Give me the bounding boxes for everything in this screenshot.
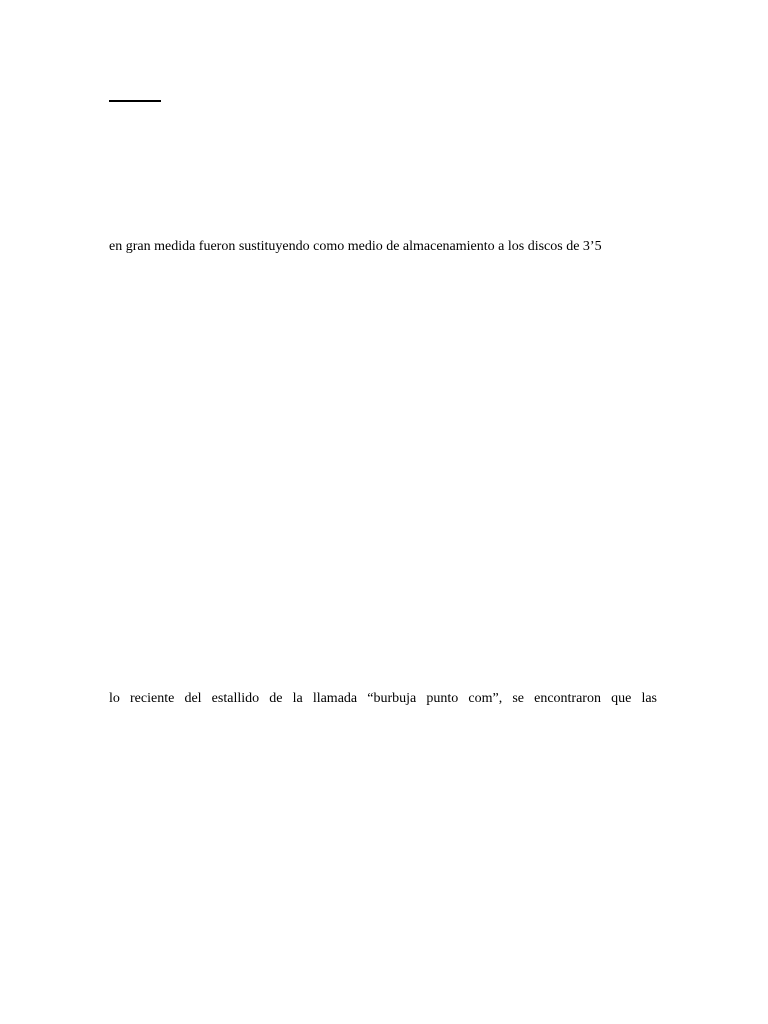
horizontal-rule — [109, 100, 161, 102]
text-fragment-dotcom: lo reciente del estallido de la llamada “burbuja punto com”, se encontraron que las — [109, 691, 657, 706]
text-fragment-storage: en gran medida fueron sustituyendo como medio de almacenamiento a los discos de 3’5 — [109, 239, 602, 254]
